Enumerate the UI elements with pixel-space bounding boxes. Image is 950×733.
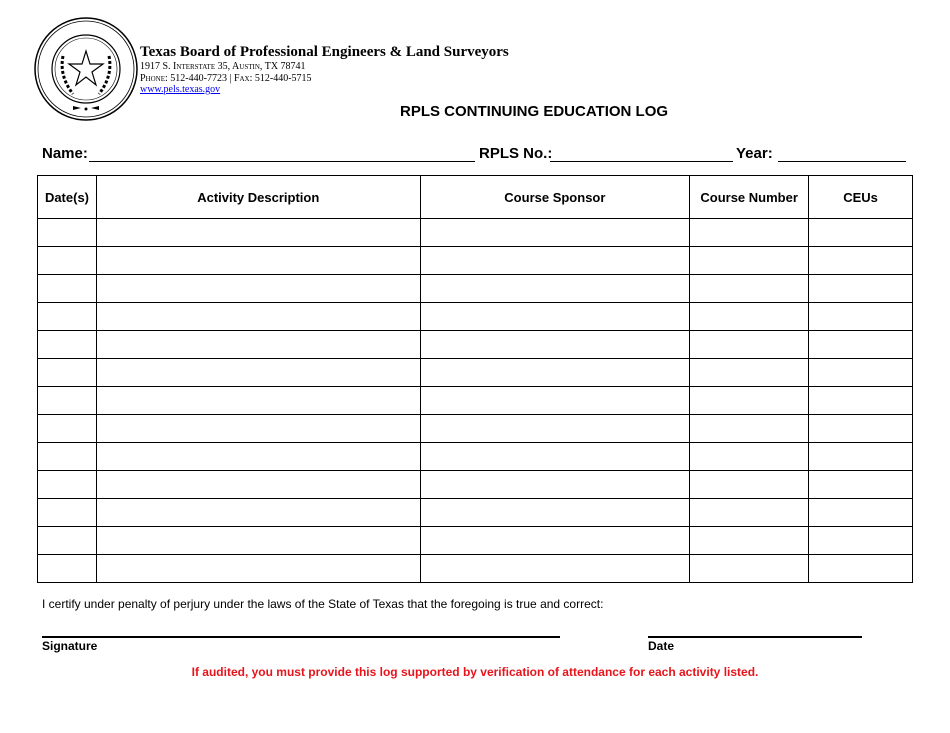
signature-field[interactable] xyxy=(42,636,560,638)
date-cell[interactable] xyxy=(38,359,97,387)
sponsor-cell[interactable] xyxy=(420,303,690,331)
course-number-cell[interactable] xyxy=(690,359,809,387)
course-number-cell[interactable] xyxy=(690,527,809,555)
date-cell[interactable] xyxy=(38,415,97,443)
sponsor-cell[interactable] xyxy=(420,331,690,359)
organization-contact xyxy=(140,61,312,96)
date-label: Date xyxy=(648,639,675,653)
table-row xyxy=(38,499,913,527)
ceus-cell[interactable] xyxy=(809,415,913,443)
date-cell[interactable] xyxy=(38,527,97,555)
sponsor-cell[interactable] xyxy=(420,387,690,415)
ceus-cell[interactable] xyxy=(809,387,913,415)
year-label: Year: xyxy=(736,145,773,162)
page-title: RPLS CONTINUING EDUCATION LOG xyxy=(400,103,669,120)
activity-cell[interactable] xyxy=(96,247,420,275)
table-row xyxy=(38,247,913,275)
education-log-table xyxy=(37,175,913,583)
table-row xyxy=(38,527,913,555)
date-field[interactable] xyxy=(648,636,862,638)
phone-fax: Phone: 512-440-7723 | Fax: 512-440-5715 xyxy=(140,72,312,84)
sponsor-cell[interactable] xyxy=(420,471,690,499)
column-header-course-number: Course Number xyxy=(690,176,809,219)
column-header-activity: Activity Description xyxy=(96,176,420,219)
course-number-cell[interactable] xyxy=(690,387,809,415)
course-number-cell[interactable] xyxy=(690,471,809,499)
ceus-cell[interactable] xyxy=(809,331,913,359)
column-header-dates: Date(s) xyxy=(38,176,97,219)
ceus-cell[interactable] xyxy=(809,359,913,387)
course-number-cell[interactable] xyxy=(690,331,809,359)
sponsor-cell[interactable] xyxy=(420,219,690,247)
signature-label: Signature xyxy=(42,639,98,653)
sponsor-cell[interactable] xyxy=(420,415,690,443)
sponsor-cell[interactable] xyxy=(420,275,690,303)
table-row xyxy=(38,387,913,415)
ceus-cell[interactable] xyxy=(809,443,913,471)
sponsor-cell[interactable] xyxy=(420,527,690,555)
date-cell[interactable] xyxy=(38,387,97,415)
ceus-cell[interactable] xyxy=(809,275,913,303)
course-number-cell[interactable] xyxy=(690,275,809,303)
column-header-sponsor: Course Sponsor xyxy=(420,176,690,219)
name-field[interactable] xyxy=(89,161,475,162)
activity-cell[interactable] xyxy=(96,499,420,527)
organization-name: Texas Board of Professional Engineers & Land Surveyors xyxy=(140,44,509,60)
course-number-cell[interactable] xyxy=(690,415,809,443)
ceus-cell[interactable] xyxy=(809,219,913,247)
table-row xyxy=(38,471,913,499)
course-number-cell[interactable] xyxy=(690,303,809,331)
table-row xyxy=(38,219,913,247)
ceus-cell[interactable] xyxy=(809,471,913,499)
course-number-cell[interactable] xyxy=(690,247,809,275)
table-header-row xyxy=(38,176,913,219)
date-cell[interactable] xyxy=(38,471,97,499)
ceus-cell[interactable] xyxy=(809,499,913,527)
course-number-cell[interactable] xyxy=(690,555,809,583)
sponsor-cell[interactable] xyxy=(420,443,690,471)
sponsor-cell[interactable] xyxy=(420,499,690,527)
sponsor-cell[interactable] xyxy=(420,247,690,275)
course-number-cell[interactable] xyxy=(690,499,809,527)
activity-cell[interactable] xyxy=(96,387,420,415)
address: 1917 S. Interstate 35, Austin, TX 78741 xyxy=(140,61,306,72)
ceus-cell[interactable] xyxy=(809,527,913,555)
sponsor-cell[interactable] xyxy=(420,555,690,583)
year-field[interactable] xyxy=(778,161,906,162)
rpls-field[interactable] xyxy=(550,161,733,162)
table-row xyxy=(38,275,913,303)
name-label: Name: xyxy=(42,145,88,162)
activity-cell[interactable] xyxy=(96,555,420,583)
date-cell[interactable] xyxy=(38,443,97,471)
ceus-cell[interactable] xyxy=(809,247,913,275)
table-row xyxy=(38,415,913,443)
date-cell[interactable] xyxy=(38,275,97,303)
ceus-cell[interactable] xyxy=(809,303,913,331)
date-cell[interactable] xyxy=(38,555,97,583)
date-cell[interactable] xyxy=(38,499,97,527)
table-row xyxy=(38,443,913,471)
sponsor-cell[interactable] xyxy=(420,359,690,387)
table-row xyxy=(38,303,913,331)
activity-cell[interactable] xyxy=(96,219,420,247)
audit-notice: If audited, you must provide this log supported by verification of attendance for each activity listed. xyxy=(191,665,759,679)
activity-cell[interactable] xyxy=(96,303,420,331)
date-cell[interactable] xyxy=(38,247,97,275)
table-row xyxy=(38,331,913,359)
date-cell[interactable] xyxy=(38,331,97,359)
date-cell[interactable] xyxy=(38,219,97,247)
rpls-label: RPLS No.: xyxy=(479,145,553,162)
activity-cell[interactable] xyxy=(96,443,420,471)
table-row xyxy=(38,359,913,387)
date-cell[interactable] xyxy=(38,303,97,331)
activity-cell[interactable] xyxy=(96,331,420,359)
course-number-cell[interactable] xyxy=(690,219,809,247)
website-link[interactable]: www.pels.texas.gov xyxy=(140,84,221,95)
texas-seal-logo xyxy=(33,16,139,122)
column-header-ceus: CEUs xyxy=(809,176,913,219)
activity-cell[interactable] xyxy=(96,527,420,555)
activity-cell[interactable] xyxy=(96,471,420,499)
certification-statement: I certify under penalty of perjury under the laws of the State of Texas that the foregoing is true and correct: xyxy=(42,597,604,611)
activity-cell[interactable] xyxy=(96,415,420,443)
activity-cell[interactable] xyxy=(96,359,420,387)
ceus-cell[interactable] xyxy=(809,555,913,583)
course-number-cell[interactable] xyxy=(690,443,809,471)
table-row xyxy=(38,555,913,583)
activity-cell[interactable] xyxy=(96,275,420,303)
